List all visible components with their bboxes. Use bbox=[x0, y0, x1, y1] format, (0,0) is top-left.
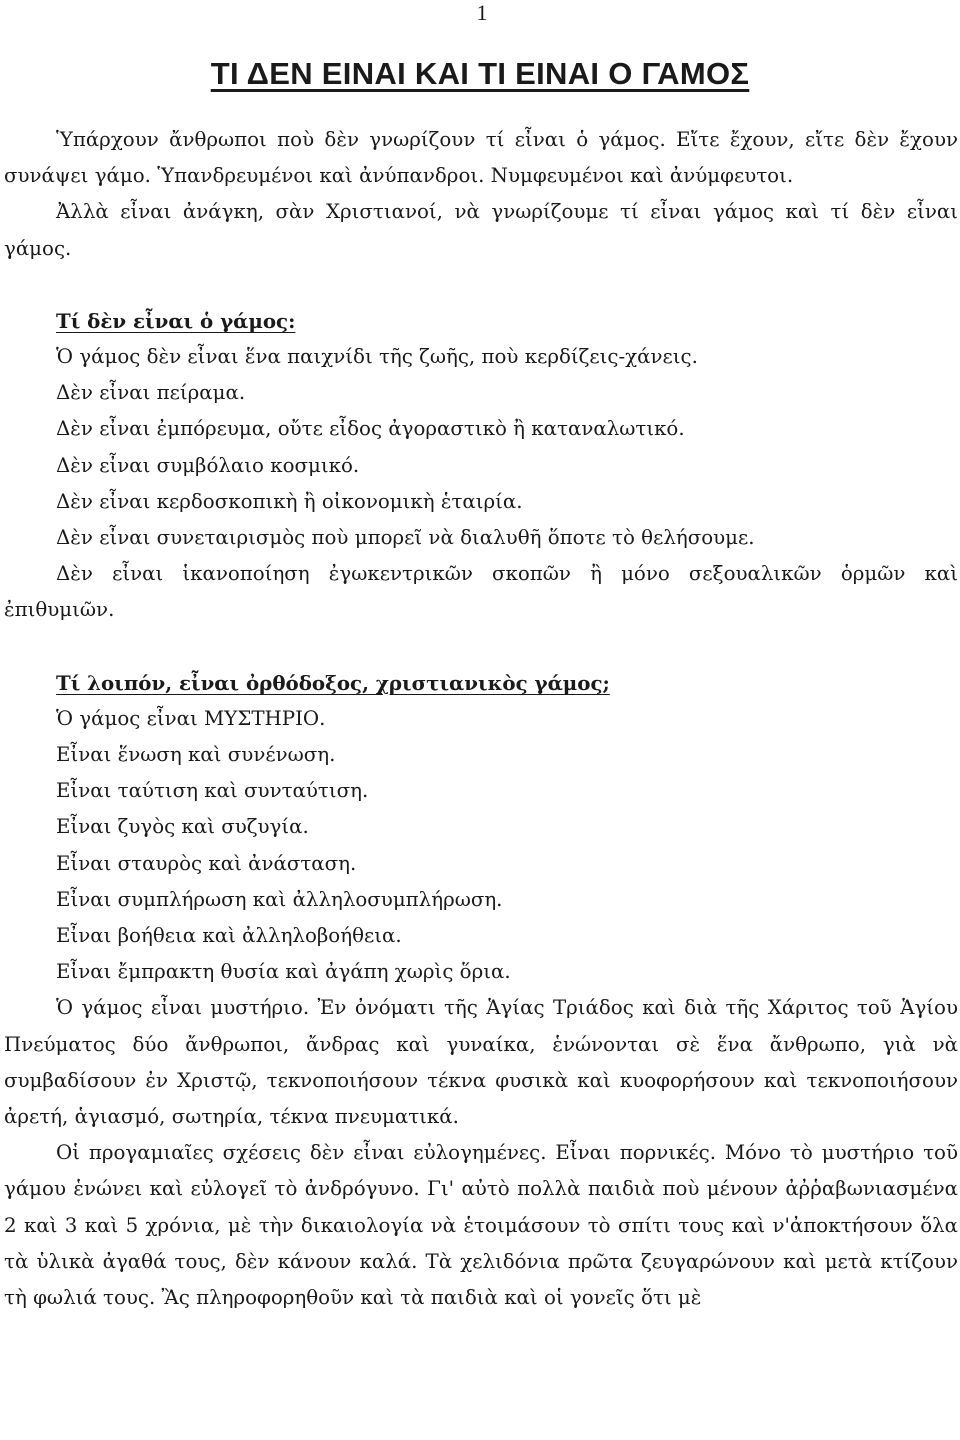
mystery-paragraph: Ὁ γάμος εἶναι μυστήριο. Ἐν ὀνόματι τῆς Ἁγίας Τριάδος καὶ διὰ τῆς Χάριτος τοῦ Ἁγίου Πνεύματος δύο ἄνθρωποι, ἄνδρας καὶ γυναίκα, ἑνώνονται σὲ ἕνα ἄνθρωπο, γιὰ νὰ συμβαδίσουν ἐν Χριστῷ, τεκνοποιήσουν τέκνα φυσικὰ καὶ κυοφορήσουν καὶ τεκνοποιήσουν ἀρετή, ἁγιασμό, σωτηρία, τέκνα πνευματικά. bbox=[4, 996, 958, 1129]
paragraph-spacer bbox=[4, 267, 958, 303]
section-heading-what-marriage-is-not: Τί δὲν εἶναι ὁ γάμος: bbox=[56, 308, 296, 333]
section-heading-what-marriage-is: Τί λοιπόν, εἶναι ὀρθόδοξος, χριστιανικὸς γάμος; bbox=[56, 670, 610, 695]
page-number: 1 bbox=[476, 0, 488, 25]
intro-paragraph-2: Ἀλλὰ εἶναι ἀνάγκη, σὰν Χριστιανοί, νὰ γνωρίζουμε τί εἶναι γάμος καὶ τί δὲν εἶναι γάμος. bbox=[4, 200, 958, 260]
list-line: Εἶναι σταυρὸς καὶ ἀνάσταση. bbox=[56, 851, 357, 875]
list-line: Ὁ γάμος εἶναι ΜΥΣΤΗΡΙΟ. bbox=[56, 706, 326, 730]
premarital-paragraph: Οἱ προγαμιαῖες σχέσεις δὲν εἶναι εὐλογημένες. Εἶναι πορνικές. Μόνο τὸ μυστήριο τοῦ γάμου ἑνώνει καὶ εὐλογεῖ τὸ ἀνδρόγυνο. Γι' αὐτὸ πολλὰ παιδιὰ ποὺ μένουν ἀῤῥαβωνιασμένα 2 καὶ 3 καὶ 5 χρόνια, μὲ τὴν δικαιολογία νὰ ἑτοιμάσουν τὸ σπίτι τους καὶ ν'ἀποκτήσουν ὅλα τὰ ὑλικὰ ἀγαθά τους, δὲν κάνουν καλά. Τὰ χελιδόνια πρῶτα ζευγαρώνουν καὶ μετὰ κτίζουν τὴ φωλιά τους. Ἂς πληροφορηθοῦν καὶ τὰ παιδιὰ καὶ οἱ γονεῖς ὅτι μὲ bbox=[4, 1141, 958, 1310]
list-line: Εἶναι ταύτιση καὶ συνταύτιση. bbox=[56, 779, 369, 803]
list-line: Δὲν εἶναι πείραμα. bbox=[56, 381, 246, 405]
list-line: Δὲν εἶναι κερδοσκοπικὴ ἢ οἰκονομικὴ ἑταιρία. bbox=[56, 489, 523, 513]
list-paragraph: Δὲν εἶναι ἱκανοποίηση ἐγωκεντρικῶν σκοπῶν ἢ μόνο σεξουαλικῶν ὁρμῶν καὶ ἐπιθυμιῶν. bbox=[4, 562, 958, 622]
document-title: ΤΙ ΔΕΝ ΕΙΝΑΙ ΚΑΙ ΤΙ ΕΙΝΑΙ Ο ΓΑΜΟΣ bbox=[210, 56, 750, 91]
list-line: Εἶναι ἔμπρακτη θυσία καὶ ἀγάπη χωρὶς ὅρια. bbox=[56, 960, 511, 984]
list-line: Εἶναι βοήθεια καὶ ἀλληλοβοήθεια. bbox=[56, 924, 402, 948]
list-line: Ὁ γάμος δὲν εἶναι ἕνα παιχνίδι τῆς ζωῆς, ποὺ κερδίζεις-χάνεις. bbox=[56, 345, 698, 369]
document-body bbox=[4, 122, 958, 1316]
list-line: Εἶναι ζυγὸς καὶ συζυγία. bbox=[56, 815, 309, 839]
list-line: Εἶναι ἕνωση καὶ συνένωση. bbox=[56, 743, 336, 767]
list-line: Δὲν εἶναι συνεταιρισμὸς ποὺ μπορεῖ νὰ διαλυθῆ ὅποτε τὸ θελήσουμε. bbox=[56, 526, 755, 550]
list-line: Δὲν εἶναι ἐμπόρευμα, οὔτε εἶδος ἀγοραστικὸ ἢ καταναλωτικό. bbox=[56, 417, 685, 441]
paragraph-spacer bbox=[4, 629, 958, 665]
list-line: Δὲν εἶναι συμβόλαιο κοσμικό. bbox=[56, 453, 360, 477]
intro-paragraph-1: Ὑπάρχουν ἄνθρωποι ποὺ δὲν γνωρίζουν τί εἶναι ὁ γάμος. Εἴτε ἔχουν, εἴτε δὲν ἔχουν συνάψει γάμο. Ὑπανδρευμένοι καὶ ἀνύπανδροι. Νυμφευμένοι καὶ ἀνύμφευτοι. bbox=[4, 128, 958, 188]
list-line: Εἶναι συμπλήρωση καὶ ἀλληλοσυμπλήρωση. bbox=[56, 887, 503, 911]
